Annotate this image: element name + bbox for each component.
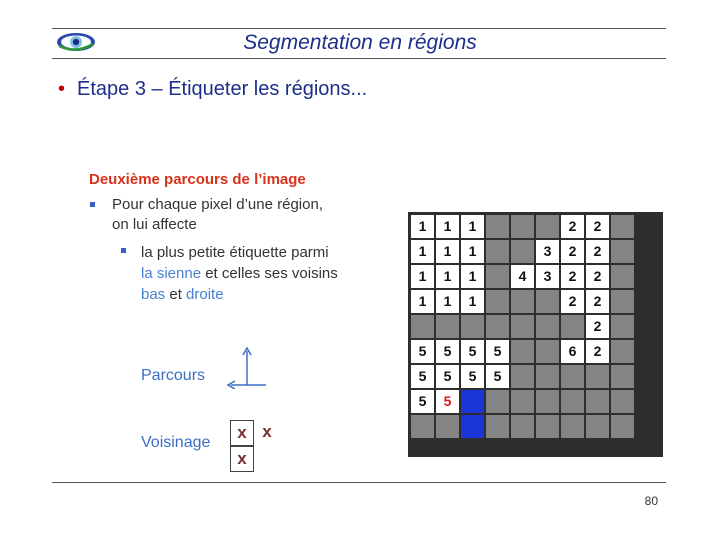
cell-label: 3	[543, 268, 552, 284]
cell-label: 1	[443, 293, 452, 309]
grid-cell	[511, 315, 534, 338]
current-pixel	[461, 390, 484, 413]
grid-cell	[561, 340, 584, 363]
cell-label: 4	[518, 268, 527, 284]
cell-label: 5	[468, 368, 477, 384]
grid-cell	[536, 415, 559, 438]
grid-cell	[436, 315, 459, 338]
subtext-part4: bas	[141, 286, 166, 303]
grid-cell	[561, 415, 584, 438]
grid-cell	[511, 340, 534, 363]
grid-cell	[536, 315, 559, 338]
grid-cell	[486, 290, 509, 313]
title-underline	[52, 58, 666, 59]
grid-cell	[586, 340, 609, 363]
cell-label: 1	[468, 243, 477, 259]
cell-label: 5	[468, 343, 477, 359]
subtext-part2: la sienne	[141, 265, 202, 282]
grid-cell	[461, 215, 484, 238]
grid-cell	[461, 365, 484, 388]
cell-label: 6	[568, 343, 577, 359]
neighborhood-cell: x	[262, 422, 272, 441]
grid-cell	[436, 215, 459, 238]
current-pixel	[461, 415, 484, 438]
grid-cell	[436, 415, 459, 438]
grid-cell	[586, 315, 609, 338]
cell-label: 5	[493, 368, 502, 384]
neighborhood-cell: x	[230, 420, 254, 446]
grid-cell	[511, 265, 534, 288]
panel-text	[112, 195, 382, 235]
grid-cell	[436, 390, 459, 413]
main-bullet	[58, 78, 367, 101]
grid-cell	[561, 240, 584, 263]
cell-label: 1	[468, 293, 477, 309]
grid-cell	[436, 240, 459, 263]
cell-label: 5	[443, 368, 452, 384]
grid-cell	[411, 265, 434, 288]
grid-cell	[486, 240, 509, 263]
grid-cell	[536, 215, 559, 238]
cell-label: 5	[418, 393, 427, 409]
cell-label: 2	[568, 243, 577, 259]
grid-cell	[436, 340, 459, 363]
subtext-part6: droite	[186, 286, 224, 303]
grid-cell	[611, 290, 634, 313]
grid-cell	[461, 265, 484, 288]
grid-cell	[411, 340, 434, 363]
grid-cell	[561, 315, 584, 338]
grid-cell	[461, 240, 484, 263]
grid-cell	[586, 390, 609, 413]
cell-label: 5	[418, 343, 427, 359]
grid-cell	[411, 215, 434, 238]
grid-cell	[411, 290, 434, 313]
grid-cell	[536, 365, 559, 388]
grid-cell	[486, 415, 509, 438]
cell-label: 2	[568, 268, 577, 284]
grid-cell	[436, 365, 459, 388]
grid-cell	[411, 390, 434, 413]
grid-cell	[486, 340, 509, 363]
cell-label: 3	[543, 243, 552, 259]
grid-cell	[486, 365, 509, 388]
subtext-part5: et	[165, 286, 187, 303]
neighborhood-cell: x	[230, 446, 254, 472]
bullet-square-icon	[90, 202, 95, 207]
cell-label: 5	[443, 393, 452, 409]
grid-cell	[611, 265, 634, 288]
cell-label: 1	[418, 243, 427, 259]
top-rule	[52, 28, 666, 29]
panel-subtext	[141, 242, 381, 305]
grid-cell	[486, 315, 509, 338]
grid-cell	[486, 265, 509, 288]
grid-cell	[611, 390, 634, 413]
bottom-rule	[52, 482, 666, 483]
grid-cell	[561, 290, 584, 313]
bullet-dot: •	[58, 78, 66, 100]
sub-bullet-square-icon	[121, 248, 126, 253]
grid-cell	[511, 415, 534, 438]
parcours-label: Parcours	[141, 367, 206, 384]
grid-cell	[586, 215, 609, 238]
grid-cell	[586, 240, 609, 263]
cell-label: 1	[443, 268, 452, 284]
cell-label: 1	[418, 268, 427, 284]
grid-cell	[561, 390, 584, 413]
cell-label: 2	[568, 218, 577, 234]
grid-cell	[411, 240, 434, 263]
grid-cell	[611, 415, 634, 438]
grid-cell	[536, 340, 559, 363]
grid-cell	[461, 340, 484, 363]
grid-cell	[436, 265, 459, 288]
grid-cell	[511, 215, 534, 238]
cell-label: 1	[468, 218, 477, 234]
panel-text-line2: on lui affecte	[112, 216, 197, 233]
grid-cell	[586, 365, 609, 388]
grid-cell	[611, 240, 634, 263]
scan-direction-arrows-icon	[226, 345, 270, 389]
grid-cell	[586, 265, 609, 288]
label-grid	[408, 212, 663, 457]
grid-cell	[561, 365, 584, 388]
grid-cell	[411, 315, 434, 338]
grid-cell	[511, 365, 534, 388]
cell-label: 1	[443, 218, 452, 234]
slide-title: Segmentation en régions	[243, 31, 477, 54]
cell-label: 1	[443, 243, 452, 259]
cell-label: 2	[593, 243, 602, 259]
grid-cell	[536, 265, 559, 288]
grid-cell	[536, 240, 559, 263]
main-bullet-text: Étape 3 – Étiqueter les régions...	[77, 78, 368, 100]
grid-cell	[611, 340, 634, 363]
grid-cell	[461, 315, 484, 338]
grid-cell	[511, 240, 534, 263]
page-number: 80	[644, 494, 658, 508]
grid-cell	[461, 290, 484, 313]
grid-cell	[536, 390, 559, 413]
grid-cell	[561, 265, 584, 288]
cell-label: 5	[418, 368, 427, 384]
grid-cell	[436, 290, 459, 313]
subtext-part1: la plus petite étiquette parmi	[141, 244, 329, 261]
cell-label: 2	[568, 293, 577, 309]
grid-cell	[586, 290, 609, 313]
cell-label: 2	[593, 268, 602, 284]
grid-cell	[586, 415, 609, 438]
subtext-part3: et celles ses voisins	[201, 265, 338, 282]
cell-label: 1	[468, 268, 477, 284]
grid-cell	[411, 415, 434, 438]
grid-cell	[511, 390, 534, 413]
cell-label: 5	[493, 343, 502, 359]
grid-cell	[486, 215, 509, 238]
cell-label: 1	[418, 293, 427, 309]
grid-cell	[611, 315, 634, 338]
cell-label: 5	[443, 343, 452, 359]
cell-label: 2	[593, 343, 602, 359]
cell-label: 2	[593, 318, 602, 334]
cell-label: 2	[593, 218, 602, 234]
cell-label: 1	[418, 218, 427, 234]
grid-cell	[611, 365, 634, 388]
grid-cell	[411, 365, 434, 388]
cell-label: 2	[593, 293, 602, 309]
grid-cell	[511, 290, 534, 313]
voisinage-label: Voisinage	[141, 434, 211, 451]
panel-text-line1: Pour chaque pixel d’une région,	[112, 196, 323, 213]
grid-cell	[486, 390, 509, 413]
grid-cell	[536, 290, 559, 313]
grid-cell	[611, 215, 634, 238]
panel-heading: Deuxième parcours de l’image	[89, 171, 306, 188]
grid-cell	[561, 215, 584, 238]
